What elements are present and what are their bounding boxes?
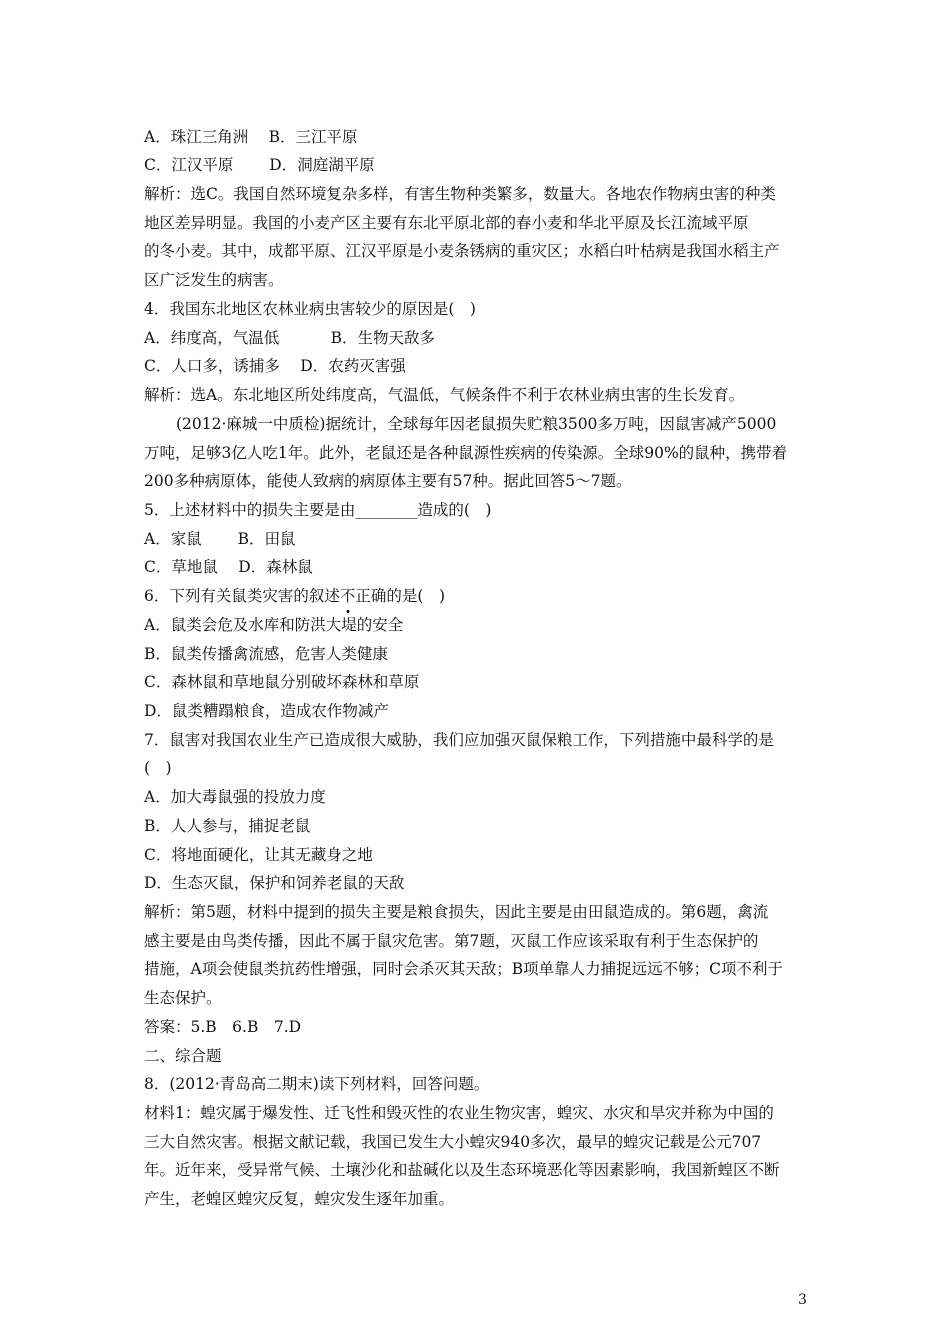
- q8-material-1-1: 材料1：蝗灾属于爆发性、迁飞性和毁灭性的农业生物灾害，蝗灾、水灾和旱灾并称为中国的: [144, 1104, 774, 1122]
- q5-options-cd: C．草地鼠 D．森林鼠: [144, 558, 313, 576]
- q3-analysis-4: 区广泛发生的病害。: [144, 271, 284, 289]
- q5-7-answers: 答案：5.B 6.B 7.D: [144, 1018, 302, 1036]
- q5-7-analysis-4: 生态保护。: [144, 989, 222, 1007]
- q4-options-cd: C．人口多，诱捕多 D．农药灭害强: [144, 357, 406, 375]
- q7-question-paren: ( ): [144, 759, 172, 777]
- q4-options-ab: A．纬度高，气温低 B．生物天敌多: [144, 329, 436, 347]
- q3-analysis-3: 的冬小麦。其中，成都平原、江汉平原是小麦条锈病的重灾区；水稻白叶枯病是我国水稻主产: [144, 242, 780, 260]
- q4-analysis: 解析：选A。东北地区所处纬度高，气温低，气候条件不利于农林业病虫害的生长发育。: [144, 386, 745, 404]
- material-5-7-3: 200多种病原体，能使人致病的病原体主要有57种。据此回答5～7题。: [144, 472, 632, 490]
- q6-emphasis-not: 不: [340, 582, 356, 610]
- q8-material-1-4: 产生，老蝗区蝗灾反复，蝗灾发生逐年加重。: [144, 1190, 455, 1208]
- q5-options-ab: A．家鼠 B．田鼠: [144, 530, 296, 548]
- q6-question-part2: 正确的是( ): [355, 587, 445, 605]
- q7-option-c: C．将地面硬化，让其无藏身之地: [144, 846, 373, 864]
- q5-7-analysis-1: 解析：第5题，材料中提到的损失主要是粮食损失，因此主要是由田鼠造成的。第6题，禽流: [144, 903, 769, 921]
- q7-question: 7．鼠害对我国农业生产已造成很大威胁，我们应加强灭鼠保粮工作，下列措施中最科学的是: [144, 731, 774, 749]
- q7-option-b: B．人人参与，捕捉老鼠: [144, 817, 311, 835]
- material-5-7-2: 万吨，足够3亿人吃1年。此外，老鼠还是各种鼠源性疾病的传染源。全球90%的鼠种，携带着: [144, 444, 788, 462]
- section-heading: 二、综合题: [144, 1047, 222, 1065]
- q3-analysis-2: 地区差异明显。我国的小麦产区主要有东北平原北部的春小麦和华北平原及长江流域平原: [144, 214, 749, 232]
- q4-question: 4．我国东北地区农林业病虫害较少的原因是( ): [144, 300, 476, 318]
- q3-options-ab: A．珠江三角洲 B．三江平原: [144, 128, 358, 146]
- q8-material-1-3: 年。近年来，受异常气候、土壤沙化和盐碱化以及生态环境恶化等因素影响，我国新蝗区不断: [144, 1161, 780, 1179]
- q5-7-analysis-2: 感主要是由鸟类传播，因此不属于鼠灾危害。第7题，灭鼠工作应该采取有利于生态保护的: [144, 932, 759, 950]
- q7-option-a: A．加大毒鼠强的投放力度: [144, 788, 326, 806]
- q6-option-a: A．鼠类会危及水库和防洪大堤的安全: [144, 616, 404, 634]
- q5-7-analysis-3: 措施，A项会使鼠类抗药性增强，同时会杀灭其天敌；B项单靠人力捕捉远远不够；C项不利于: [144, 960, 783, 978]
- material-5-7-1: (2012·麻城一中质检)据统计，全球每年因老鼠损失贮粮3500多万吨，因鼠害减产5000: [176, 415, 777, 433]
- q8-question: 8．(2012·青岛高二期末)读下列材料，回答问题。: [144, 1075, 490, 1093]
- q6-option-b: B．鼠类传播禽流感，危害人类健康: [144, 645, 388, 663]
- q6-question-part1: 6．下列有关鼠类灾害的叙述: [144, 587, 340, 605]
- q8-material-1-2: 三大自然灾害。根据文献记载，我国已发生大小蝗灾940多次，最早的蝗灾记载是公元707: [144, 1133, 762, 1151]
- q7-option-d: D．生态灭鼠，保护和饲养老鼠的天敌: [144, 874, 405, 892]
- q6-question: [144, 582, 814, 610]
- q3-analysis-1: 解析：选C。我国自然环境复杂多样，有害生物种类繁多，数量大。各地农作物病虫害的种类: [144, 185, 776, 203]
- q3-options-cd: C．江汉平原 D．洞庭湖平原: [144, 156, 375, 174]
- q6-option-d: D．鼠类糟蹋粮食，造成农作物减产: [144, 702, 389, 720]
- q6-option-c: C．森林鼠和草地鼠分别破坏森林和草原: [144, 673, 420, 691]
- page-number: 3: [798, 1292, 807, 1308]
- q5-question: 5．上述材料中的损失主要是由________造成的( ): [144, 501, 492, 519]
